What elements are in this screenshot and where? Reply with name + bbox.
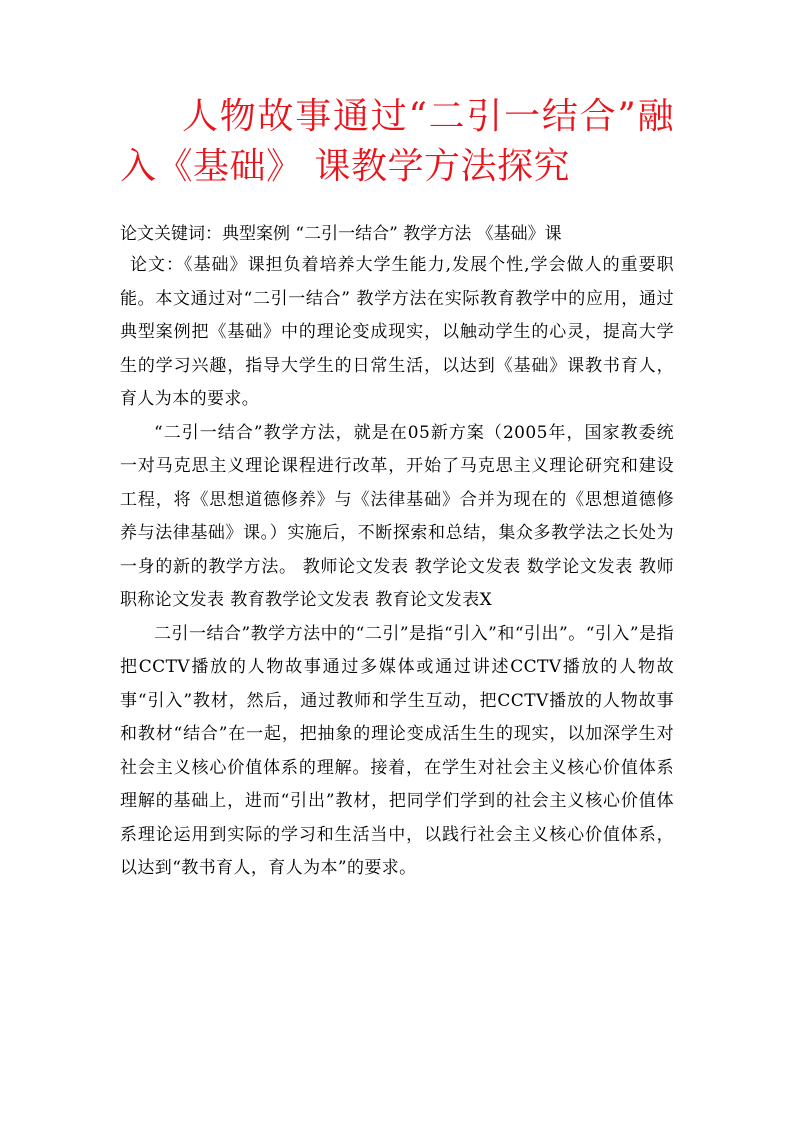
document-title: 人物故事通过“二引一结合”融入《基础》 课教学方法探究 (120, 96, 674, 187)
body-paragraph-two-yin: 二引一结合”教学方法中的“二引”是指“引入”和“引出”。“引入”是指把CCTV播放的人物故事通过多媒体或通过讲述CCTV播放的人物故事“引入”教材，然后，通过教师和学生互动，把CCTV播放的人物故事和教材“结合”在一起，把抽象的理论变成活生生的现实，以加深学生对社会主义核心价值体系的理解。接着，在学生对社会主义核心价值体系理解的基础上，进而“引出”教材，把同学们学到的社会主义核心价值体系理论运用到实际的学习和生活当中，以践行社会主义核心价值体系，以达到“教书育人，育人为本”的要求。 (120, 623, 674, 878)
body-paragraph-method: “二引一结合”教学方法，就是在05新方案（2005年，国家教委统一对马克思主义理论课程进行改革，开始了马克思主义理论研究和建设工程，将《思想道德修养》与《法律基础》合并为现在的《思想道德修养与法律基础》课。）实施后，不断探索和总结，集众多教学法之长处为一身的新的教学方法。 教师论文发表 教学论文发表 数学论文发表 教师职称论文发表 教育教学论文发表 教育论文发表X (120, 422, 674, 610)
keywords-line: 论文关键词：典型案例 “二引一结合” 教学方法 《基础》课 (120, 224, 562, 244)
document-page (120, 92, 674, 886)
abstract-paragraph: 论文：《基础》课担负着培养大学生能力,发展个性,学会做人的重要职能。本文通过对“二引一结合” 教学方法在实际教育教学中的应用，通过典型案例把《基础》中的理论变成现实，以触动学生的心灵，提高大学生的学习兴趣，指导大学生的日常生活，以达到《基础》课教书育人，育人为本的要求。 (120, 255, 674, 409)
